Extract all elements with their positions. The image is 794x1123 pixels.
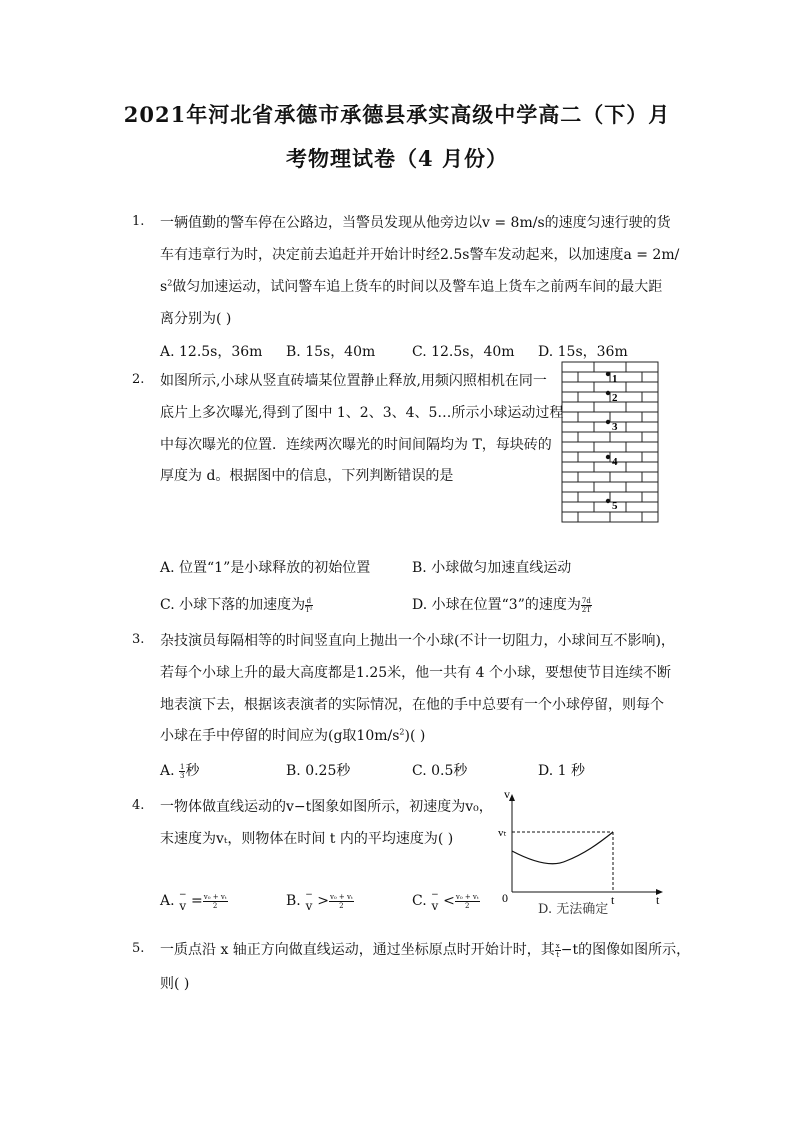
question-text: 底片上多次曝光,得到了图中 1、2、3、4、5…所示小球运动过程 [160, 405, 564, 421]
brick [626, 442, 658, 452]
brick [642, 492, 658, 502]
ball-position [606, 499, 610, 503]
brick [642, 432, 658, 442]
fraction: $\frac{\text{v₀ + vₜ}}{2}$ [329, 892, 353, 910]
brick [562, 432, 578, 442]
ball-label: 4 [612, 456, 618, 468]
question-number: 5. [132, 941, 145, 956]
option-c[interactable]: C. 12.5s，40m [412, 344, 515, 360]
brick [562, 442, 594, 452]
brick [562, 502, 594, 512]
brick [578, 372, 610, 382]
brick [626, 402, 658, 412]
ball-position [606, 391, 610, 395]
option-d[interactable]: D. 15s，36m [538, 344, 628, 360]
brick [594, 362, 626, 372]
fraction: $\frac{\text{v₀ + vₜ}}{2}$ [203, 892, 227, 910]
brick [642, 372, 658, 382]
question-text: 则( ) [160, 976, 190, 992]
option-c[interactable]: C. 小球下落的加速度为 $\frac{d}{\text{T²}}$ [160, 596, 313, 614]
brick [642, 392, 658, 402]
question-text: 末速度为vₜ，则物体在时间 t 内的平均速度为( ) [160, 831, 454, 847]
brick [594, 482, 626, 492]
option-c[interactable]: C. 0.5秒 [412, 763, 468, 779]
brick [562, 462, 594, 472]
brick [578, 432, 610, 442]
question-number: 3. [132, 632, 145, 647]
brick [578, 392, 610, 402]
brick [642, 512, 658, 522]
question-text: 一质点沿 x 轴正方向做直线运动，通过坐标原点时开始计时，其 $\frac{x}{t}$ −t的图像如图所示， [160, 941, 691, 959]
brick [562, 392, 578, 402]
brick [562, 452, 578, 462]
brick [562, 492, 578, 502]
ball-position [606, 455, 610, 459]
brick [562, 372, 578, 382]
brick [562, 512, 578, 522]
ball-position [606, 372, 610, 376]
question-number: 2. [132, 372, 145, 387]
question-text: 小球在手中停留的时间应为(g取$10m/s^2$)( ) [160, 727, 426, 744]
v-bar: − v [179, 890, 187, 913]
fraction: $\frac{x}{t}$ [555, 941, 560, 959]
origin-label: 0 [502, 891, 508, 905]
question-text: 厚度为 d。根据图中的信息，下列判断错误的是 [160, 468, 454, 484]
ball-label: 5 [612, 500, 618, 512]
brick [594, 442, 626, 452]
brick [626, 362, 658, 372]
brick [626, 422, 658, 432]
brick [594, 382, 626, 392]
question-text: $s^2$做匀加速运动，试问警车追上货车的时间以及警车追上货车之前两车间的最大距 [160, 278, 663, 295]
question-text: 若每个小球上升的最大高度都是1.25米，他一共有 4 个小球，要想使节目连续不断 [160, 665, 671, 681]
option-b[interactable]: B. − v > $\frac{\text{v₀ + vₜ}}{2}$ [286, 890, 353, 913]
brick [610, 512, 642, 522]
fraction: $\frac{7d}{2T}$ [581, 596, 591, 614]
brick [578, 412, 610, 422]
v-bar: − v [431, 890, 439, 913]
axis-label-v: v [504, 787, 510, 801]
axis-label-t: t [656, 893, 660, 907]
brick [562, 382, 594, 392]
ball-label: 1 [612, 373, 618, 385]
option-d[interactable]: D. 小球在位置“3”的速度为 $\frac{7d}{2T}$ [412, 596, 591, 614]
v-t-graph [496, 786, 672, 912]
brick [626, 482, 658, 492]
vt-label: vₜ [498, 827, 507, 839]
option-c[interactable]: C. − v < $\frac{\text{v₀ + vₜ}}{2}$ [412, 890, 479, 913]
ball-label: 3 [612, 421, 618, 433]
brick [562, 472, 578, 482]
exam-title-line2: 考物理试卷（4 月份） [286, 146, 508, 171]
exam-title-line1: 2021年河北省承德市承德县承实高级中学高二（下）月 [123, 102, 671, 127]
question-text: 一物体做直线运动的v−t图象如图所示，初速度为v₀， [160, 799, 493, 815]
option-a[interactable]: A. $\frac{1}{3}$ 秒 [160, 762, 200, 780]
brick [578, 512, 610, 522]
question-number: 1. [132, 214, 145, 229]
option-b[interactable]: B. 15s，40m [286, 344, 376, 360]
brick [562, 402, 594, 412]
brick [578, 452, 610, 462]
t-tick-label: t [611, 893, 615, 907]
brick [594, 402, 626, 412]
option-d[interactable]: D. 1 秒 [538, 763, 585, 779]
ball-position [606, 420, 610, 424]
question-number: 4. [132, 798, 145, 813]
option-a[interactable]: A. − v = $\frac{\text{v₀ + vₜ}}{2}$ [160, 890, 227, 913]
question-text: 离分别为( ) [160, 311, 232, 327]
brick [562, 412, 578, 422]
brick [594, 462, 626, 472]
brick [578, 472, 610, 482]
brick [642, 472, 658, 482]
brick [626, 462, 658, 472]
brick [578, 492, 610, 502]
fraction: $\frac{\text{v₀ + vₜ}}{2}$ [455, 892, 479, 910]
brick [562, 422, 594, 432]
question-text: 地表演下去，根据该表演者的实际情况，在他的手中总要有一个小球停留，则每个 [160, 697, 664, 713]
brick [610, 432, 642, 442]
option-d[interactable]: D. 无法确定 [538, 902, 609, 917]
fraction: $\frac{d}{\text{T²}}$ [305, 596, 313, 614]
brick [562, 482, 594, 492]
brick [642, 412, 658, 422]
brick [594, 502, 626, 512]
fraction: $\frac{1}{3}$ [180, 762, 185, 780]
v-bar: − v [305, 890, 313, 913]
ball-label: 2 [612, 392, 618, 404]
question-text: 中每次曝光的位置．连续两次曝光的时间间隔均为 T，每块砖的 [160, 437, 552, 453]
brick [642, 452, 658, 462]
question-text: 如图所示,小球从竖直砖墙某位置静止释放,用频闪照相机在同一 [160, 373, 547, 389]
brick [594, 422, 626, 432]
option-b[interactable]: B. 小球做匀加速直线运动 [412, 560, 572, 576]
brick [626, 382, 658, 392]
brick-wall-figure [560, 360, 660, 526]
option-b[interactable]: B. 0.25秒 [286, 763, 351, 779]
brick [610, 472, 642, 482]
option-a[interactable]: A. 位置“1”是小球释放的初始位置 [160, 560, 371, 576]
brick [562, 362, 594, 372]
question-text: 一辆值勤的警车停在公路边，当警员发现从他旁边以v = 8m/s的速度匀速行驶的货 [160, 215, 671, 231]
option-a[interactable]: A. 12.5s，36m [160, 344, 263, 360]
brick [626, 502, 658, 512]
question-text: 杂技演员每隔相等的时间竖直向上抛出一个小球(不计一切阻力，小球间互不影响)， [160, 633, 675, 649]
question-text: 车有违章行为时，决定前去追赶并开始计时经2.5s警车发动起来，以加速度a = 2m/ [160, 247, 680, 263]
